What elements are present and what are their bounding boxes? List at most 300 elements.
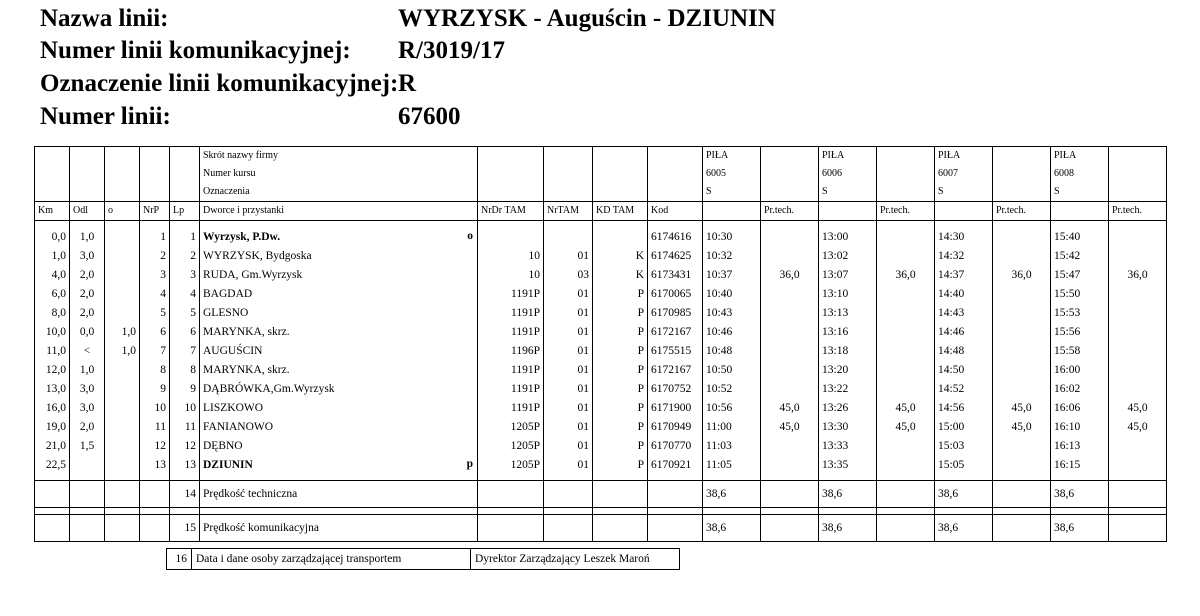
- blank-cell: [1109, 508, 1167, 515]
- prtech-cell: [993, 455, 1051, 474]
- blank-cell: [140, 183, 170, 202]
- footer-label: Data i dane osoby zarządzającej transportem: [192, 549, 471, 570]
- nrtam-cell: [544, 227, 593, 246]
- header-meta-row: [35, 165, 1167, 183]
- prtech-cell: [877, 360, 935, 379]
- prtech-cell: [993, 227, 1051, 246]
- header-meta-row: [35, 183, 1167, 202]
- stop-name: FANIANOWO: [203, 420, 274, 433]
- blank-cell: [35, 481, 70, 508]
- blank-cell: [478, 515, 544, 542]
- col-header-kd: KD TAM: [593, 202, 648, 221]
- prtech-cell: [877, 436, 935, 455]
- time-cell: 15:50: [1051, 284, 1109, 303]
- o-cell: 1,0: [105, 341, 140, 360]
- course-mark: S: [935, 183, 993, 202]
- course-num: 6008: [1051, 165, 1109, 183]
- odl-cell: 3,0: [70, 398, 105, 417]
- header-label-line-designation: Oznaczenie linii komunikacyjnej:: [40, 70, 399, 97]
- header-value-line-designation: R: [398, 70, 417, 97]
- time-cell: 13:13: [819, 303, 877, 322]
- spacer-row: [35, 508, 1167, 515]
- prtech-cell: [1109, 303, 1167, 322]
- blank-cell: [1109, 515, 1167, 542]
- kd-cell: P: [593, 303, 648, 322]
- time-cell: 13:07: [819, 265, 877, 284]
- nrp-cell: 8: [140, 360, 170, 379]
- time-cell: 15:58: [1051, 341, 1109, 360]
- prtech-cell: [1109, 455, 1167, 474]
- blank-cell: [648, 165, 703, 183]
- stop-name: LISZKOWO: [203, 401, 264, 414]
- stop-name: DĄBRÓWKA,Gm.Wyrzysk: [203, 382, 335, 395]
- time-cell: 13:35: [819, 455, 877, 474]
- prtech-cell: [761, 436, 819, 455]
- course-mark: S: [703, 183, 761, 202]
- kod-cell: 6170752: [648, 379, 703, 398]
- kd-cell: P: [593, 322, 648, 341]
- lp-cell: 4: [170, 284, 200, 303]
- stop-name: MARYNKA, skrz.: [203, 325, 290, 338]
- summary-value: 38,6: [819, 515, 877, 542]
- kod-cell: 6170949: [648, 417, 703, 436]
- col-header-time: [703, 202, 761, 221]
- nrdr-cell: 1191P: [478, 360, 544, 379]
- footer-table: [166, 548, 680, 570]
- table-row: [35, 360, 1167, 379]
- blank-cell: [1109, 165, 1167, 183]
- time-cell: 14:48: [935, 341, 993, 360]
- prtech-cell: [993, 246, 1051, 265]
- odl-cell: 3,0: [70, 379, 105, 398]
- prtech-cell: 45,0: [877, 417, 935, 436]
- course-mark: S: [1051, 183, 1109, 202]
- nrdr-cell: 1191P: [478, 398, 544, 417]
- summary-row: [35, 515, 1167, 542]
- time-cell: 11:05: [703, 455, 761, 474]
- km-cell: 10,0: [35, 322, 70, 341]
- time-cell: 11:00: [703, 417, 761, 436]
- nrtam-cell: 01: [544, 246, 593, 265]
- column-header-row: [35, 202, 1167, 221]
- nrp-cell: 13: [140, 455, 170, 474]
- kod-cell: 6174625: [648, 246, 703, 265]
- lp-cell: 5: [170, 303, 200, 322]
- nrtam-cell: 03: [544, 265, 593, 284]
- nrp-cell: 5: [140, 303, 170, 322]
- kod-cell: 6175515: [648, 341, 703, 360]
- blank-cell: [70, 147, 105, 166]
- blank-cell: [170, 508, 200, 515]
- time-cell: 16:02: [1051, 379, 1109, 398]
- blank-cell: [105, 165, 140, 183]
- lp-cell: 7: [170, 341, 200, 360]
- o-cell: [105, 379, 140, 398]
- prtech-cell: [761, 246, 819, 265]
- blank-cell: [478, 165, 544, 183]
- blank-cell: [544, 481, 593, 508]
- blank-cell: [478, 508, 544, 515]
- time-cell: 10:50: [703, 360, 761, 379]
- nrp-cell: 4: [140, 284, 170, 303]
- prtech-cell: 36,0: [761, 265, 819, 284]
- km-cell: 6,0: [35, 284, 70, 303]
- time-cell: 15:05: [935, 455, 993, 474]
- stop-cell: [200, 417, 478, 436]
- blank-cell: [1109, 147, 1167, 166]
- blank-cell: [544, 515, 593, 542]
- nrtam-cell: 01: [544, 455, 593, 474]
- prtech-cell: [1109, 227, 1167, 246]
- km-cell: 13,0: [35, 379, 70, 398]
- blank-cell: [70, 515, 105, 542]
- blank-cell: [993, 147, 1051, 166]
- time-cell: 13:30: [819, 417, 877, 436]
- prtech-cell: [761, 360, 819, 379]
- blank-cell: [761, 183, 819, 202]
- header-label-line-name: Nazwa linii:: [40, 5, 169, 32]
- prtech-cell: [761, 341, 819, 360]
- prtech-cell: [993, 436, 1051, 455]
- prtech-cell: 36,0: [877, 265, 935, 284]
- prtech-cell: [877, 455, 935, 474]
- col-header-o: o: [105, 202, 140, 221]
- nrtam-cell: 01: [544, 417, 593, 436]
- col-header-km: Km: [35, 202, 70, 221]
- time-cell: 13:00: [819, 227, 877, 246]
- col-header-time: [819, 202, 877, 221]
- blank-cell: [593, 508, 648, 515]
- blank-cell: [761, 165, 819, 183]
- prtech-cell: [761, 284, 819, 303]
- prtech-cell: [877, 246, 935, 265]
- table-row: [35, 379, 1167, 398]
- blank-cell: [648, 183, 703, 202]
- course-firm: PIŁA: [819, 147, 877, 166]
- col-header-time: [935, 202, 993, 221]
- lp-cell: 9: [170, 379, 200, 398]
- blank-cell: [703, 508, 761, 515]
- km-cell: 8,0: [35, 303, 70, 322]
- blank-cell: [993, 508, 1051, 515]
- odl-cell: 3,0: [70, 246, 105, 265]
- footer-lp: 16: [167, 549, 192, 570]
- kod-cell: 6172167: [648, 360, 703, 379]
- col-header-prtech: Pr.tech.: [993, 202, 1051, 221]
- time-cell: 14:30: [935, 227, 993, 246]
- summary-value: 38,6: [703, 515, 761, 542]
- blank-cell: [1109, 183, 1167, 202]
- stop-cell: [200, 322, 478, 341]
- course-mark: S: [819, 183, 877, 202]
- time-cell: 16:15: [1051, 455, 1109, 474]
- prtech-cell: [993, 303, 1051, 322]
- time-cell: 10:30: [703, 227, 761, 246]
- nrtam-cell: 01: [544, 398, 593, 417]
- time-cell: 11:03: [703, 436, 761, 455]
- time-cell: 13:33: [819, 436, 877, 455]
- blank-cell: [70, 508, 105, 515]
- prtech-cell: [877, 341, 935, 360]
- kd-cell: P: [593, 436, 648, 455]
- kod-cell: 6174616: [648, 227, 703, 246]
- blank-cell: [140, 165, 170, 183]
- kd-cell: [593, 227, 648, 246]
- course-firm: PIŁA: [1051, 147, 1109, 166]
- nrp-cell: 7: [140, 341, 170, 360]
- nrp-cell: 9: [140, 379, 170, 398]
- table-row: [35, 398, 1167, 417]
- prtech-cell: 45,0: [993, 417, 1051, 436]
- course-num: 6005: [703, 165, 761, 183]
- col-header-lp: Lp: [170, 202, 200, 221]
- nrdr-cell: 1191P: [478, 284, 544, 303]
- col-header-nrtam: NrTAM: [544, 202, 593, 221]
- time-cell: 10:43: [703, 303, 761, 322]
- odl-cell: 1,0: [70, 227, 105, 246]
- stop-name: Wyrzysk, P.Dw.: [203, 230, 281, 243]
- blank-cell: [819, 508, 877, 515]
- course-firm: PIŁA: [703, 147, 761, 166]
- o-cell: [105, 303, 140, 322]
- stop-cell: [200, 246, 478, 265]
- time-cell: 15:03: [935, 436, 993, 455]
- blank-cell: [877, 481, 935, 508]
- stop-cell: [200, 265, 478, 284]
- nrtam-cell: 01: [544, 379, 593, 398]
- blank-cell: [35, 165, 70, 183]
- time-cell: 14:32: [935, 246, 993, 265]
- blank-cell: [593, 183, 648, 202]
- time-cell: 13:18: [819, 341, 877, 360]
- prtech-cell: [877, 284, 935, 303]
- col-header-kod: Kod: [648, 202, 703, 221]
- summary-value: 38,6: [819, 481, 877, 508]
- blank-cell: [993, 481, 1051, 508]
- lp-cell: 1: [170, 227, 200, 246]
- time-cell: 10:46: [703, 322, 761, 341]
- time-cell: 13:22: [819, 379, 877, 398]
- blank-cell: [877, 183, 935, 202]
- col-header-nrp: NrP: [140, 202, 170, 221]
- nrdr-cell: 1196P: [478, 341, 544, 360]
- stop-marker: p: [466, 458, 473, 470]
- stop-cell: [200, 398, 478, 417]
- nrp-cell: 10: [140, 398, 170, 417]
- prtech-cell: [1109, 322, 1167, 341]
- kd-cell: K: [593, 265, 648, 284]
- time-cell: 10:40: [703, 284, 761, 303]
- blank-cell: [648, 508, 703, 515]
- table-row: [35, 322, 1167, 341]
- o-cell: [105, 284, 140, 303]
- prtech-cell: [993, 284, 1051, 303]
- kod-cell: 6170065: [648, 284, 703, 303]
- nrdr-cell: 10: [478, 265, 544, 284]
- prtech-cell: [1109, 341, 1167, 360]
- prtech-cell: [993, 360, 1051, 379]
- kod-cell: 6172167: [648, 322, 703, 341]
- nrp-cell: 11: [140, 417, 170, 436]
- col-header-prtech: Pr.tech.: [877, 202, 935, 221]
- time-cell: 13:16: [819, 322, 877, 341]
- o-cell: [105, 246, 140, 265]
- header-value-line-id: 67600: [398, 103, 461, 130]
- header-value-line-name: WYRZYSK - Auguścin - DZIUNIN: [398, 5, 776, 32]
- o-cell: [105, 455, 140, 474]
- lp-cell: 3: [170, 265, 200, 284]
- o-cell: 1,0: [105, 322, 140, 341]
- stop-marker: o: [467, 230, 473, 242]
- kod-cell: 6170985: [648, 303, 703, 322]
- o-cell: [105, 227, 140, 246]
- prtech-cell: [993, 379, 1051, 398]
- blank-cell: [140, 508, 170, 515]
- nrdr-cell: 1191P: [478, 303, 544, 322]
- blank-cell: [544, 183, 593, 202]
- prtech-cell: 36,0: [993, 265, 1051, 284]
- blank-cell: [877, 515, 935, 542]
- prtech-cell: [877, 322, 935, 341]
- blank-cell: [544, 147, 593, 166]
- blank-cell: [35, 183, 70, 202]
- table-row: [35, 227, 1167, 246]
- meta-label: Skrót nazwy firmy: [200, 147, 478, 166]
- odl-cell: 0,0: [70, 322, 105, 341]
- stop-name: BAGDAD: [203, 287, 253, 300]
- time-cell: 13:10: [819, 284, 877, 303]
- stop-name: RUDA, Gm.Wyrzysk: [203, 268, 303, 281]
- kd-cell: P: [593, 379, 648, 398]
- time-cell: 15:53: [1051, 303, 1109, 322]
- blank-cell: [935, 508, 993, 515]
- km-cell: 16,0: [35, 398, 70, 417]
- summary-value: 38,6: [1051, 481, 1109, 508]
- blank-cell: [105, 147, 140, 166]
- blank-cell: [200, 508, 478, 515]
- blank-cell: [648, 515, 703, 542]
- nrtam-cell: 01: [544, 303, 593, 322]
- course-firm: PIŁA: [935, 147, 993, 166]
- time-cell: 13:20: [819, 360, 877, 379]
- blank-cell: [105, 508, 140, 515]
- header-label-line-number: Numer linii komunikacyjnej:: [40, 37, 351, 64]
- nrdr-cell: 10: [478, 246, 544, 265]
- blank-cell: [993, 515, 1051, 542]
- lp-cell: 8: [170, 360, 200, 379]
- time-cell: 16:06: [1051, 398, 1109, 417]
- nrdr-cell: [478, 227, 544, 246]
- time-cell: 10:37: [703, 265, 761, 284]
- prtech-cell: [761, 227, 819, 246]
- stop-name: GLESNO: [203, 306, 249, 319]
- odl-cell: 2,0: [70, 303, 105, 322]
- blank-cell: [544, 508, 593, 515]
- table-row: [35, 284, 1167, 303]
- table-row: [35, 417, 1167, 436]
- o-cell: [105, 360, 140, 379]
- prtech-cell: 45,0: [761, 417, 819, 436]
- time-cell: 14:52: [935, 379, 993, 398]
- blank-cell: [1109, 481, 1167, 508]
- prtech-cell: [1109, 379, 1167, 398]
- nrtam-cell: 01: [544, 360, 593, 379]
- lp-cell: 13: [170, 455, 200, 474]
- blank-cell: [648, 147, 703, 166]
- summary-label: Prędkość komunikacyjna: [200, 515, 478, 542]
- prtech-cell: [761, 322, 819, 341]
- prtech-cell: [761, 303, 819, 322]
- km-cell: 19,0: [35, 417, 70, 436]
- meta-label: Oznaczenia: [200, 183, 478, 202]
- kd-cell: P: [593, 455, 648, 474]
- summary-label: Prędkość techniczna: [200, 481, 478, 508]
- prtech-cell: [1109, 360, 1167, 379]
- prtech-cell: 45,0: [993, 398, 1051, 417]
- kd-cell: P: [593, 284, 648, 303]
- nrdr-cell: 1205P: [478, 436, 544, 455]
- lp-cell: 12: [170, 436, 200, 455]
- time-cell: 15:42: [1051, 246, 1109, 265]
- prtech-cell: 45,0: [761, 398, 819, 417]
- stop-cell: [200, 379, 478, 398]
- time-cell: 15:47: [1051, 265, 1109, 284]
- stop-cell: [200, 455, 478, 474]
- blank-cell: [593, 481, 648, 508]
- col-header-nrdr: NrDr TAM: [478, 202, 544, 221]
- prtech-cell: [877, 379, 935, 398]
- odl-cell: 2,0: [70, 417, 105, 436]
- km-cell: 21,0: [35, 436, 70, 455]
- prtech-cell: [761, 455, 819, 474]
- summary-value: 38,6: [935, 481, 993, 508]
- stop-cell: [200, 284, 478, 303]
- stop-name: AUGUŚCIN: [203, 344, 263, 357]
- time-cell: 10:48: [703, 341, 761, 360]
- km-cell: 0,0: [35, 227, 70, 246]
- header-value-line-number: R/3019/17: [398, 37, 505, 64]
- header-label-line-id: Numer linii:: [40, 103, 171, 130]
- summary-value: 38,6: [935, 515, 993, 542]
- stop-cell: [200, 227, 478, 246]
- blank-cell: [544, 165, 593, 183]
- blank-cell: [877, 508, 935, 515]
- blank-cell: [877, 147, 935, 166]
- km-cell: 22,5: [35, 455, 70, 474]
- kd-cell: P: [593, 398, 648, 417]
- time-cell: 10:32: [703, 246, 761, 265]
- kd-cell: P: [593, 341, 648, 360]
- time-cell: 10:52: [703, 379, 761, 398]
- odl-cell: 2,0: [70, 265, 105, 284]
- nrdr-cell: 1191P: [478, 379, 544, 398]
- o-cell: [105, 436, 140, 455]
- odl-cell: [70, 455, 105, 474]
- blank-cell: [170, 183, 200, 202]
- prtech-cell: 36,0: [1109, 265, 1167, 284]
- summary-row: [35, 481, 1167, 508]
- nrtam-cell: 01: [544, 436, 593, 455]
- time-cell: 10:56: [703, 398, 761, 417]
- lp-cell: 11: [170, 417, 200, 436]
- blank-cell: [478, 481, 544, 508]
- lp-cell: 2: [170, 246, 200, 265]
- stop-name: DĘBNO: [203, 439, 243, 452]
- prtech-cell: 45,0: [1109, 398, 1167, 417]
- prtech-cell: [993, 322, 1051, 341]
- o-cell: [105, 417, 140, 436]
- blank-cell: [877, 165, 935, 183]
